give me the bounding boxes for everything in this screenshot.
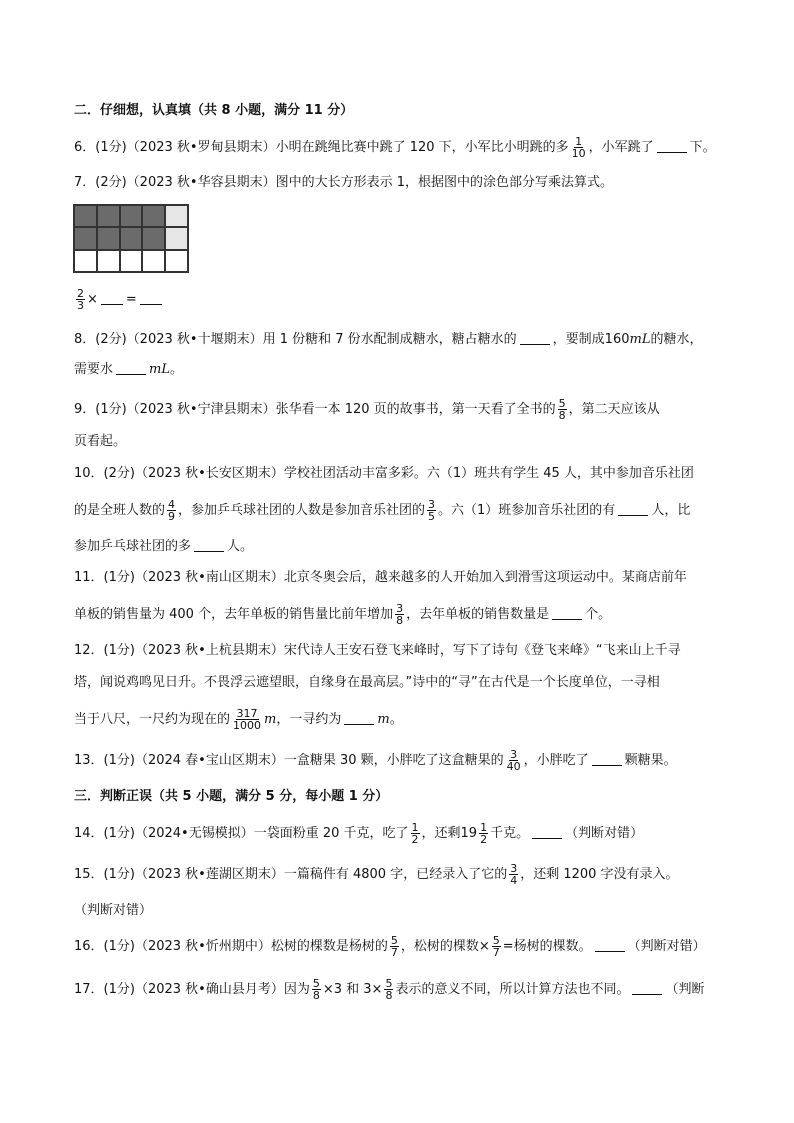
question-13: 13．(1分)（2024 春•宝山区期末）一盒糖果 30 颗，小胖吃了这盒糖果的 $\frac{3}{40}$ ，小胖吃了 颗糖果。 — [74, 748, 677, 773]
answer-blank[interactable] — [140, 292, 162, 305]
q14-fraction-1: $\frac{1}{2}$ — [411, 821, 419, 846]
answer-blank[interactable] — [657, 140, 687, 153]
answer-blank[interactable] — [592, 753, 622, 766]
q13-fraction: $\frac{3}{40}$ — [506, 748, 521, 773]
section-3-title: 三．判断正误（共 5 小题，满分 5 分，每小题 1 分） — [74, 789, 389, 804]
question-12-cont: 塔，闻说鸡鸣见日升。不畏浮云遮望眼，自缘身在最高层。”诗中的“寻”在古代是一个长度单位，一寻相 — [74, 675, 660, 690]
grid-cell-dark — [142, 205, 165, 227]
answer-blank[interactable] — [194, 539, 224, 552]
grid-cell-dark — [97, 205, 120, 227]
answer-blank[interactable] — [632, 982, 662, 995]
grid-cell-dark — [142, 227, 165, 249]
answer-blank[interactable] — [520, 332, 550, 345]
grid-cell-dark — [120, 227, 143, 249]
answer-blank[interactable] — [595, 939, 625, 952]
grid-cell-dark — [97, 227, 120, 249]
grid-cell-white — [74, 250, 97, 272]
q10-fraction-1: $\frac{4}{9}$ — [168, 498, 176, 523]
answer-blank[interactable] — [618, 503, 648, 516]
grid-cell-white — [97, 250, 120, 272]
q16-fraction-2: $\frac{5}{7}$ — [492, 934, 500, 959]
question-6: 6．(1分)（2023 秋•罗甸县期末）小明在跳绳比赛中跳了 120 下，小军比小明跳的多 $\frac{1}{10}$ ，小军跳了 下。 — [74, 135, 716, 160]
question-12: 12．(1分)（2023 秋•上杭县期末）宋代诗人王安石登飞来峰时，写下了诗句《登飞来峰》“飞来山上千寻 — [74, 643, 681, 658]
grid-cell-light — [165, 227, 188, 249]
question-9-cont: 页看起。 — [74, 434, 127, 449]
q17-fraction-1: $\frac{5}{8}$ — [312, 977, 320, 1002]
question-17: 17．(1分)（2023 秋•确山县月考）因为 $\frac{5}{8}$ ×3 和 3× $\frac{5}{8}$ 表示的意义不同，所以计算方法也不同。 （判断 — [74, 977, 705, 1002]
q6-fraction: $\frac{1}{10}$ — [571, 135, 586, 160]
grid-cell-white — [165, 250, 188, 272]
question-14: 14．(1分)（2024•无锡模拟）一袋面粉重 20 千克，吃了 $\frac{1}{2}$ ，还剩19 $\frac{1}{2}$ 千克。 （判断对错） — [74, 821, 644, 846]
question-10: 10．(2分)（2023 秋•长安区期末）学校社团活动丰富多彩。六（1）班共有学生 45 人，其中参加音乐社团 — [74, 466, 694, 481]
q11-fraction: $\frac{3}{8}$ — [396, 602, 404, 627]
answer-blank[interactable] — [532, 826, 562, 839]
grid-cell-dark — [74, 205, 97, 227]
q15-fraction: $\frac{3}{4}$ — [510, 862, 518, 887]
q16-fraction-1: $\frac{5}{7}$ — [390, 934, 398, 959]
q12-fraction: $\frac{317}{1000}$ — [233, 707, 262, 732]
q7-fraction: $\frac{2}{3}$ — [77, 287, 84, 312]
q6-text: 6．(1分)（2023 秋•罗甸县期末）小明在跳绳比赛中跳了 120 下，小军比小明跳的多 — [74, 140, 569, 155]
question-15-cont: （判断对错） — [74, 903, 153, 918]
question-9: 9．(1分)（2023 秋•宁津县期末）张华看一本 120 页的故事书，第一天看了全书的 $\frac{5}{8}$ ，第二天应该从 — [74, 397, 660, 422]
question-8: 8．(2分)（2023 秋•十堰期末）用 1 份糖和 7 份水配制成糖水，糖占糖水的 ，要制成160mL的糖水， — [74, 332, 703, 347]
question-11: 11．(1分)（2023 秋•南山区期末）北京冬奥会后，越来越多的人开始加入到滑雪这项运动中。某商店前年 — [74, 570, 687, 585]
grid-cell-white — [142, 250, 165, 272]
q9-fraction: $\frac{5}{8}$ — [558, 397, 566, 422]
section-2-title: 二．仔细想，认真填（共 8 小题，满分 11 分） — [74, 103, 354, 118]
question-10-cont2: 参加乒乓球社团的多 人。 — [74, 539, 254, 554]
grid-cell-light — [165, 205, 188, 227]
question-11-cont: 单板的销售量为 400 个，去年单板的销售量比前年增加 $\frac{3}{8}$ ，去年单板的销售数量是 个。 — [74, 602, 612, 627]
grid-cell-dark — [120, 205, 143, 227]
q7-equation: $\frac{2}{3}$ × = — [74, 288, 165, 311]
q17-fraction-2: $\frac{5}{8}$ — [385, 977, 393, 1002]
answer-blank[interactable] — [344, 712, 374, 725]
question-15: 15．(1分)（2023 秋•莲湖区期末）一篇稿件有 4800 字，已经录入了它的 $\frac{3}{4}$ ，还剩 1200 字没有录入。 — [74, 862, 679, 887]
question-16: 16．(1分)（2023 秋•忻州期中）松树的棵数是杨树的 $\frac{5}{7}$ ，松树的棵数× $\frac{5}{7}$ =杨树的棵数。 （判断对错） — [74, 934, 706, 959]
question-10-cont: 的是全班人数的 $\frac{4}{9}$ ，参加乒乓球社团的人数是参加音乐社团的 $\frac{3}{5}$ 。六（1）班参加音乐社团的有 人，比 — [74, 498, 691, 523]
grid-cell-white — [120, 250, 143, 272]
answer-blank[interactable] — [101, 292, 123, 305]
grid-cell-dark — [74, 227, 97, 249]
answer-blank[interactable] — [552, 607, 582, 620]
answer-blank[interactable] — [116, 362, 146, 375]
q14-fraction-2: $\frac{1}{2}$ — [480, 821, 488, 846]
question-8-cont: 需要水 mL。 — [74, 362, 183, 377]
q7-rectangle-diagram — [73, 204, 189, 273]
question-12-cont2: 当于八尺，一尺约为现在的 $\frac{317}{1000}$ m，一寻约为 m。 — [74, 707, 403, 732]
question-7: 7．(2分)（2023 秋•华容县期末）图中的大长方形表示 1，根据图中的涂色部分写乘法算式。 — [74, 175, 613, 190]
q10-fraction-2: $\frac{3}{5}$ — [428, 498, 436, 523]
